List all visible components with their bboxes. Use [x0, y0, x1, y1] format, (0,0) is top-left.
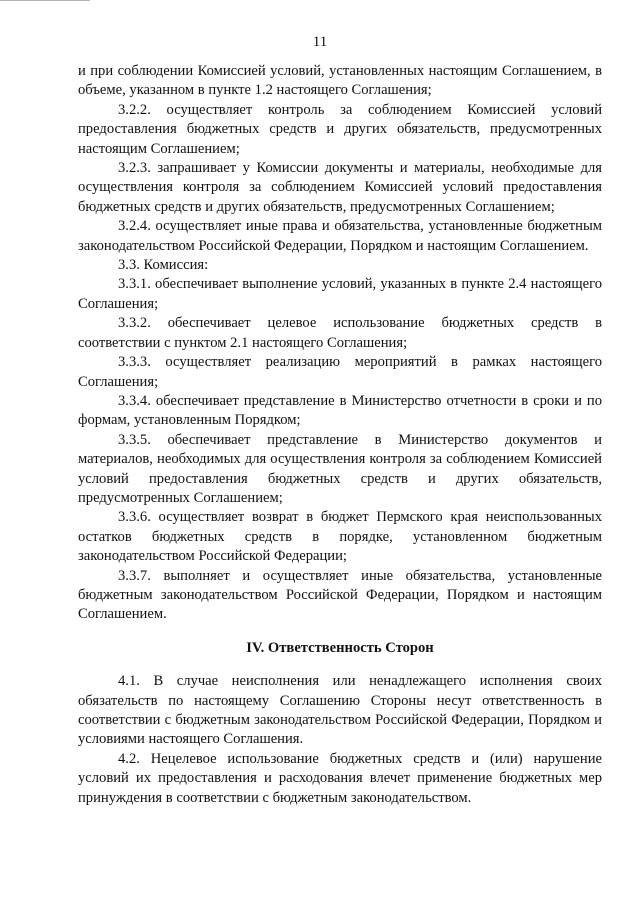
- top-edge-line: [0, 0, 90, 1]
- paragraph-continuation: и при соблюдении Комиссией условий, установленных настоящим Соглашением, в объеме, указанном в пункте 1.2 настоящего Соглашения;: [78, 63, 602, 99]
- paragraph-3-3-3: 3.3.3. осуществляет реализацию мероприятий в рамках настоящего Соглашения;: [78, 354, 602, 390]
- paragraph-3-3-4: 3.3.4. обеспечивает представление в Министерство отчетности в сроки и по формам, установленным Порядком;: [78, 392, 602, 429]
- section-heading: IV. Ответственность Сторон: [246, 639, 434, 656]
- paragraph-3-3-6: 3.3.6. осуществляет возврат в бюджет Пермского края неиспользованных остатков бюджетных средств в порядке, установленном бюджетным законодательством Российской Федерации;: [78, 509, 602, 565]
- paragraph-3-3-5: 3.3.5. обеспечивает представление в Министерство документов и материалов, необходимых для осуществления контроля за соблюдением Комиссией условий предоставления бюджетных средств и других обязательств, предусмотренных Соглашением;: [78, 431, 602, 506]
- paragraph-3-3-7: 3.3.7. выполняет и осуществляет иные обязательства, установленные бюджетным законодательством Российской Федерации, Порядком и настоящим Соглашением.: [78, 567, 602, 623]
- paragraph-3-2-4: 3.2.4. осуществляет иные права и обязательства, установленные бюджетным законодательством Российской Федерации, Порядком и настоящим Соглашением.: [78, 218, 602, 254]
- paragraph-4-2: 4.2. Нецелевое использование бюджетных средств и (или) нарушение условий их предоставления и расходования влечет применение бюджетных мер принуждения в соответствии с бюджетным законодательством.: [78, 750, 602, 806]
- paragraph-3-3: 3.3. Комиссия:: [118, 257, 209, 274]
- page-number: 11: [312, 34, 328, 50]
- document-body: [78, 62, 602, 808]
- paragraph-3-3-1: 3.3.1. обеспечивает выполнение условий, указанных в пункте 2.4 настоящего Соглашения;: [78, 276, 602, 312]
- paragraph-3-2-3: 3.2.3. запрашивает у Комиссии документы и материалы, необходимые для осуществления контроля за соблюдением Комиссией условий предоставления бюджетных средств и других обязательств, предусмотренных Соглашением;: [78, 160, 602, 215]
- paragraph-3-3-2: 3.3.2. обеспечивает целевое использование бюджетных средств в соответствии с пунктом 2.1 настоящего Соглашения;: [78, 315, 602, 351]
- paragraph-3-2-2: 3.2.2. осуществляет контроль за соблюдением Комиссией условий предоставления бюджетных средств и других обязательств, предусмотренных настоящим Соглашением;: [78, 101, 602, 157]
- paragraph-4-1: 4.1. В случае неисполнения или ненадлежащего исполнения своих обязательств по настоящему Соглашению Стороны несут ответственность в соответствии с бюджетным законодательством Российской Федерации, Порядком и условиями настоящего Соглашения.: [78, 673, 602, 748]
